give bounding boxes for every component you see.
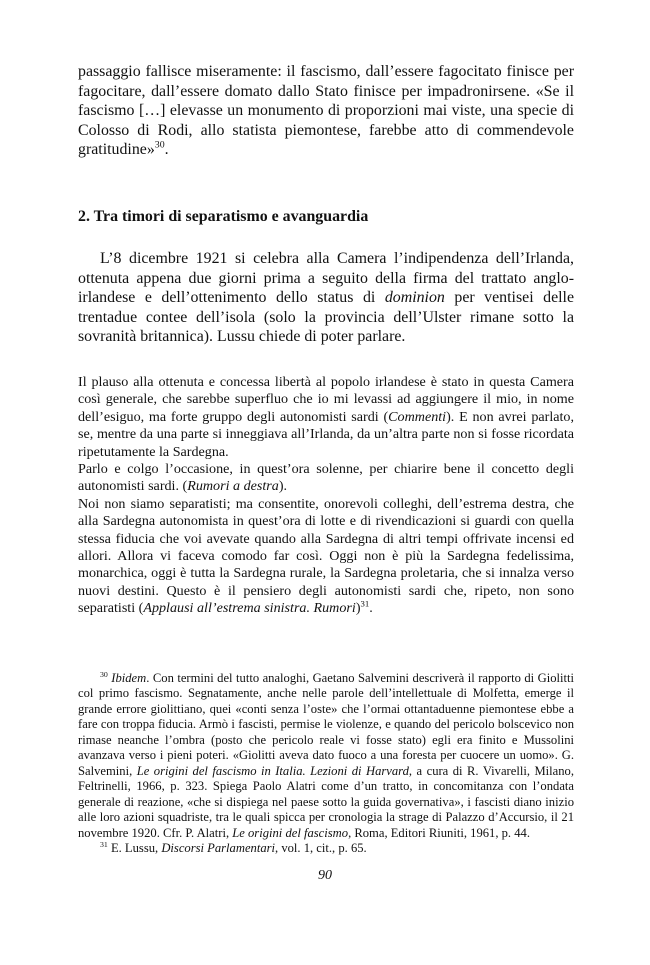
page-body [78, 62, 574, 857]
footnote-ref-31[interactable]: 31 [360, 598, 370, 609]
block-quote [78, 374, 574, 618]
quote-paragraph-1: Il plauso alla ottenuta e concessa libertà al popolo irlandese è stato in questa Camera così generale, che sarebbe superfluo che io mi levassi ad aggiungere il mio, in nome dell’esiguo, ma forte gruppo degli autonomisti sardi (Commenti). E non avrei parlato, se, mentre da una parte si inneggiava all’Irlanda, da un’altra parte non si fosse ricordata ripetutamente la Sardegna. [78, 373, 574, 460]
section-paragraph: L’8 dicembre 1921 si celebra alla Camera l’indipendenza dell’Irlanda, ottenuta appena due giorni prima a seguito della firma del trattato anglo-irlandese e dell’ottenimento dello status di dominion per ventisei delle trentadue contee dell’isola (solo la provincia dell’Ulster rimane sotto la sovranità britannica). Lussu chiede di poter parlare. [78, 249, 574, 346]
footnote-ref-30[interactable]: 30 [154, 140, 165, 152]
quote-paragraph-3: Noi non siamo separatisti; ma consentite, onorevoli colleghi, dell’estrema destra, che alla Sardegna autonomista in quest’ora di lotte e di rivendicazioni si guardi con quella stessa fiducia che voi avevate quando alla Sardegna di altri tempi offrivate incensi ed allori. Allora vi faceva comodo far così. Oggi non è più la Sardegna fedelissima, monarchica, oggi è tutta la Sardegna rurale, la Sardegna proletaria, che si innalza verso nuovi destini. Questo è il pensiero degli autonomisti sardi che, ripeto, non sono separatisti (Applausi all’estrema sinistra. Rumori)$^{31}$. [78, 495, 574, 617]
page-number: 90 [318, 868, 332, 883]
section-heading: 2. Tra timori di separatismo e avanguardia [78, 207, 369, 225]
footnotes [78, 671, 574, 857]
footnote-31: $^{31}$ E. Lussu, Discorsi Parlamentari, vol. 1, cit., p. 65. [100, 839, 367, 856]
intro-paragraph: passaggio fallisce miseramente: il fascismo, dall’essere fagocitato finisce per fagocitare, dall’essere domato dallo Stato finisce per impadronirsene. «Se il fascismo […] elevasse un monumento di proporzioni mai viste, una specie di Colosso di Rodi, allo statista piemontese, farebbe atto di commendevole gratitudine»$^{30}$. [78, 63, 574, 159]
quote-paragraph-2: Parlo e colgo l’occasione, in quest’ora solenne, per chiarire bene il concetto degli autonomisti sardi. (Rumori a destra). [78, 460, 574, 495]
footnote-30: $^{30}$ Ibidem. Con termini del tutto analoghi, Gaetano Salvemini descriverà il rapporto di Giolitti col primo fascismo. Segnatamente, anche nelle parole dell’intellettuale di Molfetta, emerge il grande errore giolittiano, quei «conti senza l’oste» che l’ormai ottantaduenne piemontese ebbe a fare con troppa fiducia. Armò i fascisti, permise le violenze, e quando del pericolo bolscevico non rimase neanche l’ombra (posto che pericolo reale vi fosse stato) egli era finito e Mussolini avanzava verso i pieni poteri. «Giolitti aveva dato fuoco a una foresta per cuocere un uomo». G. Salvemini, Le origini del fascismo in Italia. Lezioni di Harvard, a cura di R. Vivarelli, Milano, Feltrinelli, 1966, p. 323. Spiega Paolo Alatri come d’un tratto, in concomitanza con l’ondata generale di reazione, «che si dispiega nel paese sotto la guida governativa», i fascisti diano inizio alle loro azioni squadriste, tra le quali spicca per cronologia la strage di Palazzo d’Accursio, il 21 novembre 1920. Cfr. P. Alatri, Le origini del fascismo, Roma, Editori Riuniti, 1961, p. 44. [78, 669, 574, 840]
